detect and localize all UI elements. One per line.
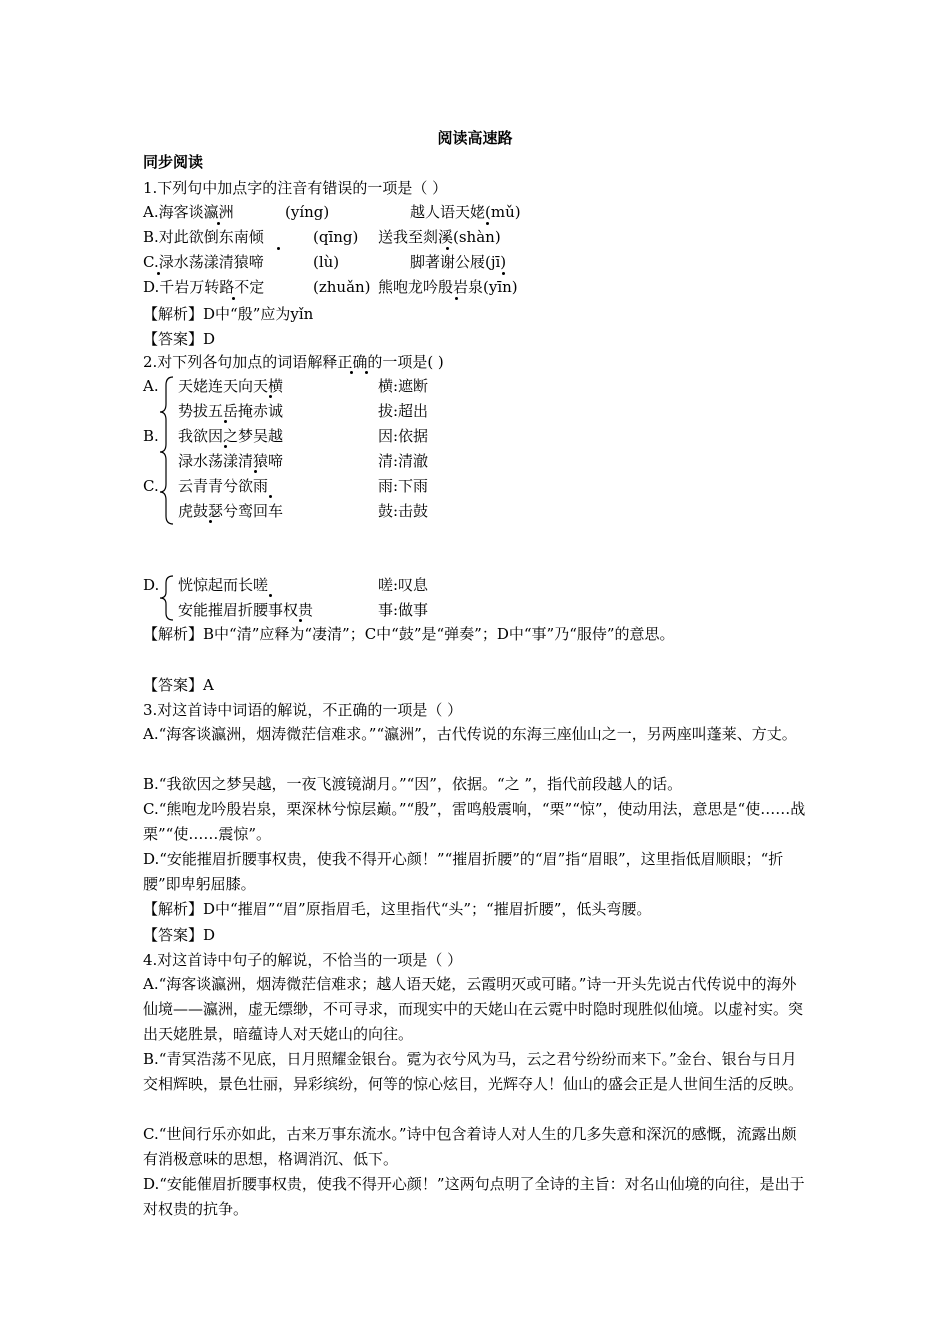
q2-explanation: 因:依据 [378, 427, 429, 445]
q2-label-a: A. [143, 377, 159, 395]
q2-sentence: 天姥连天向天横 [178, 377, 284, 395]
q3-option-a: A.“海客谈瀛洲，烟涛微茫信难求。”“瀛洲”，古代传说的东海三座仙山之一，另两座叫蓬莱、方丈。 [143, 725, 797, 743]
emphasis-dot [365, 371, 368, 374]
emphasis-dot [254, 470, 257, 473]
q1-option-d: D.千岩万转路不定 [143, 278, 265, 296]
emphasis-dot [269, 594, 272, 597]
emphasis-dot [455, 297, 458, 300]
q3-option-d: D.“安能摧眉折腰事权贵，使我不得开心颜！”“摧眉折腰”的“眉”指“眉眼”，这里指低眉顺眼；“折腰”即卑躬屈膝。 [143, 850, 784, 893]
q3-answer: 【答案】D [143, 926, 216, 944]
q2-explanation: 拔:超出 [378, 402, 429, 420]
q4-option-c: C.“世间行乐亦如此，古来万事东流水。”诗中包含着诗人对人生的几多失意和深沉的感慨，流露出颇有消极意味的思想，格调消沉、低下。 [143, 1125, 797, 1168]
q3-option-b: B.“我欲因之梦吴越，一夜飞渡镜湖月。”“因”，依据。“之 ”，指代前段越人的话。 [143, 775, 683, 793]
q4-option-b: B.“青冥浩荡不见底，日月照耀金银台。霓为衣兮风为马，云之君兮纷纷而来下。”金台、银台与日月交相辉映，景色壮丽，异彩缤纷，何等的惊心炫目，光辉夺人！仙山的盛会正是人世间生活的反映。 [143, 1050, 804, 1093]
emphasis-dot [224, 445, 227, 448]
q2-sentence: 势拔五岳掩赤诚 [178, 402, 284, 420]
q2-answer: 【答案】A [143, 676, 214, 694]
q1-option-b: B.对此欲倒东南倾 [143, 228, 264, 246]
q3-stem: 3.对这首诗中词语的解说，不正确的一项是（ ） [143, 701, 463, 719]
q4-option-a: A.“海客谈瀛洲，烟涛微茫信难求；越人语天姥，云霞明灭或可睹。”诗一开头先说古代传说中的海外仙境——瀛洲，虚无缥缈，不可寻求，而现实中的天姥山在云霓中时隐时现胜似仙境。以虚衬实。突出天姥胜景，暗蕴诗人对天姥山的向往。 [143, 975, 804, 1043]
q2-sentence: 恍惊起而长嗟 [178, 576, 269, 594]
q2-explanation: 嗟:叹息 [378, 576, 429, 594]
q3-analysis: 【解析】D中“摧眉”“眉”原指眉毛，这里指代“头”；“摧眉折腰”，低头弯腰。 [143, 900, 652, 918]
emphasis-dot [232, 297, 235, 300]
q1-option-d-second: 熊咆龙吟殷岩泉(yīn) [378, 278, 518, 296]
q1-option-a-second: 越人语天姥(mǔ) [410, 203, 521, 221]
q2-sentence: 渌水荡漾清猿啼 [178, 452, 284, 470]
option-brace [157, 573, 177, 623]
q1-analysis: 【解析】D中“殷”应为yǐn [143, 305, 314, 323]
q2-label-b: B. [143, 427, 159, 445]
q2-explanation: 事:做事 [378, 601, 429, 619]
option-brace [157, 374, 177, 526]
emphasis-dot [224, 420, 227, 423]
q1-option-d-pinyin: (zhuǎn) [313, 278, 371, 296]
q1-answer: 【答案】D [143, 330, 216, 348]
emphasis-dot [157, 272, 160, 275]
q1-option-c-pinyin: (lù) [313, 253, 340, 271]
q2-label-c: C. [143, 477, 159, 495]
emphasis-dot [209, 520, 212, 523]
emphasis-dot [269, 395, 272, 398]
q2-label-d: D. [143, 576, 160, 594]
emphasis-dot [486, 222, 489, 225]
q2-explanation: 雨:下雨 [378, 477, 429, 495]
q1-stem: 1.下列句中加点字的注音有错误的一项是（ ） [143, 179, 448, 197]
q4-option-d: D.“安能催眉折腰事权贵，使我不得开心颜！”这两句点明了全诗的主旨：对名山仙境的向往，是出于对权贵的抗争。 [143, 1175, 805, 1218]
q1-option-c-second: 脚著谢公屐(jī) [410, 253, 507, 271]
q2-explanation: 鼓:击鼓 [378, 502, 429, 520]
q1-option-c: C.渌水荡漾清猿啼 [143, 253, 264, 271]
q1-option-b-second: 送我至剡溪(shàn) [378, 228, 501, 246]
emphasis-dot [269, 495, 272, 498]
q2-sentence: 安能摧眉折腰事权贵 [178, 601, 314, 619]
emphasis-dot [446, 247, 449, 250]
emphasis-dot [502, 272, 505, 275]
q3-option-c: C.“熊咆龙吟殷岩泉，栗深林兮惊层巅。”“殷”，雷鸣般震响，“栗”“惊”，使动用法，意思是“使……战栗”“使……震惊”。 [143, 800, 806, 843]
q2-sentence: 我欲因之梦吴越 [178, 427, 284, 445]
q2-sentence: 虎鼓瑟兮鸾回车 [178, 502, 284, 520]
q2-explanation: 清:清澈 [378, 452, 429, 470]
section-heading: 同步阅读 [143, 153, 204, 171]
page-title: 阅读高速路 [437, 129, 513, 147]
q1-option-a: A.海客谈瀛洲 [143, 203, 234, 221]
q1-option-b-pinyin: (qīng) [313, 228, 359, 246]
q1-option-a-pinyin: (yíng) [285, 203, 330, 221]
emphasis-dot [277, 247, 280, 250]
q2-stem: 2.对下列各句加点的词语解释正确的一项是( ) [143, 353, 444, 371]
q2-explanation: 横:遮断 [378, 377, 429, 395]
emphasis-dot [217, 222, 220, 225]
q2-analysis: 【解析】B中“清”应释为“凄清”；C中“鼓”是“弹奏”；D中“事”乃“服侍”的意思。 [143, 625, 675, 643]
emphasis-dot [350, 371, 353, 374]
q4-stem: 4.对这首诗中句子的解说，不恰当的一项是（ ） [143, 951, 463, 969]
q2-sentence: 云青青兮欲雨 [178, 477, 269, 495]
